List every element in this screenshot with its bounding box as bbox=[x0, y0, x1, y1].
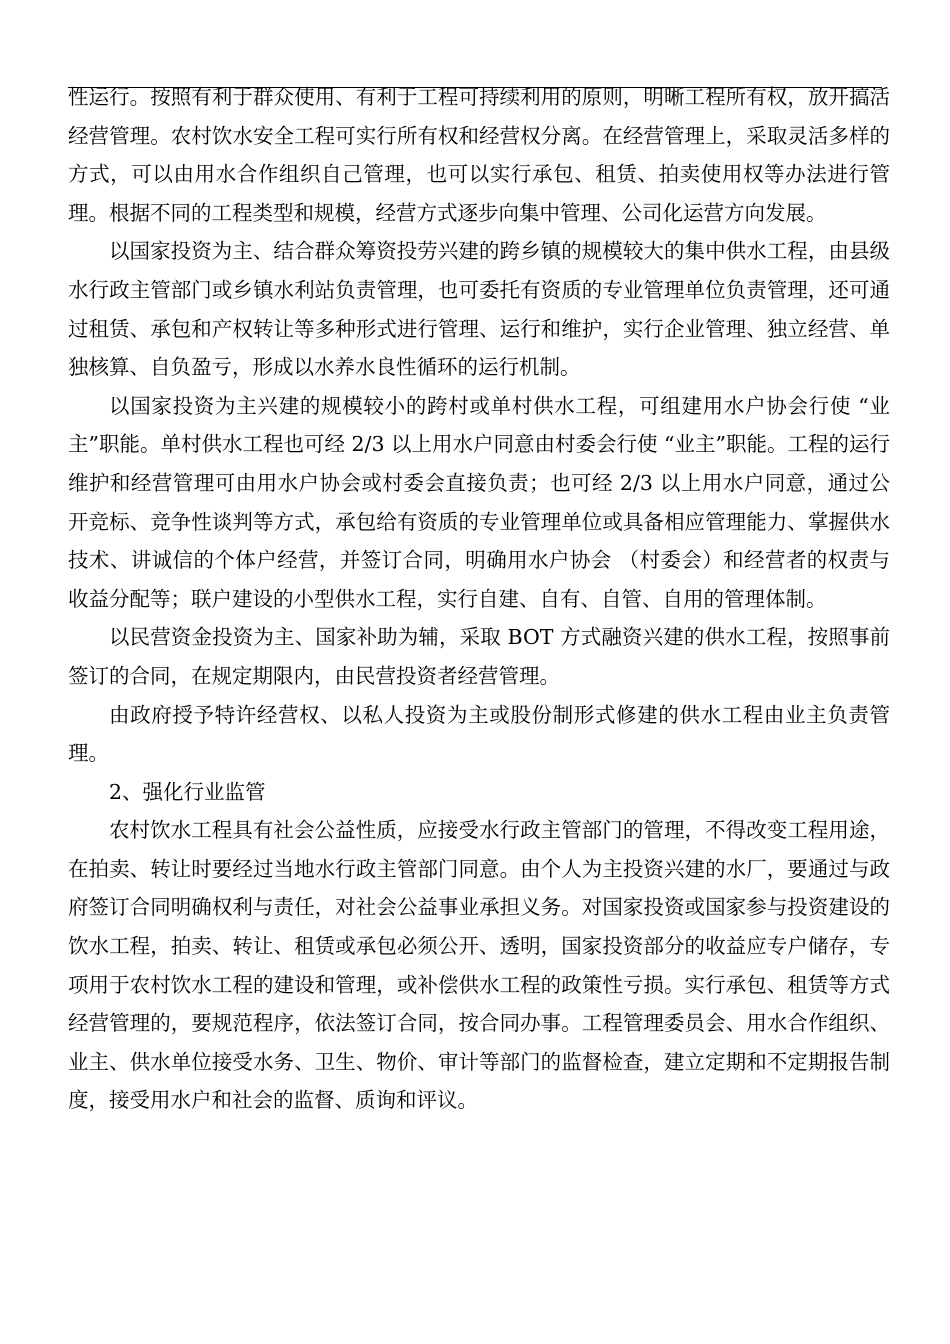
paragraph-large-scale-projects: 以国家投资为主、结合群众筹资投劳兴建的跨乡镇的规模较大的集中供水工程，由县级水行政主管部门或乡镇水利站负责管理，也可委托有资质的专业管理单位负责管理，还可通过租赁、承包和产权转让等多种形式进行管理、运行和维护，实行企业管理、独立经营、单独核算、自负盈亏，形成以水养水良性循环的运行机制。 bbox=[68, 239, 890, 380]
section-heading-supervision: 2、强化行业监管 bbox=[109, 779, 266, 804]
paragraph-franchise-projects: 由政府授予特许经营权、以私人投资为主或股份制形式修建的供水工程由业主负责管理。 bbox=[68, 702, 890, 766]
paragraph-small-scale-projects: 以国家投资为主兴建的规模较小的跨村或单村供水工程，可组建用水户协会行使 “业主”职能。单村供水工程也可经 2/3 以上用水户同意由村委会行使 “业主”职能。工程的运行维护和经营管理可由用水户协会或村委会直接负责；也可经 2/3 以上用水户同意，通过公开竞标、竞争性谈判等方式，承包给有资质的专业管理单位或具备相应管理能力、掌握供水技术、讲诚信的个体户经营，并签订合同，明确用水户协会 （村委会）和经营者的权责与收益分配等；联户建设的小型供水工程，实行自建、自有、自管、自用的管理体制。 bbox=[68, 393, 890, 611]
paragraph-industry-supervision: 农村饮水工程具有社会公益性质，应接受水行政主管部门的管理，不得改变工程用途，在拍卖、转让时要经过当地水行政主管部门同意。由个人为主投资兴建的水厂，要通过与政府签订合同明确权利与责任，对社会公益事业承担义务。对国家投资或国家参与投资建设的饮水工程，拍卖、转让、租赁或承包必须公开、透明，国家投资部分的收益应专户储存，专项用于农村饮水工程的建设和管理，或补偿供水工程的政策性亏损。实行承包、租赁等方式经营管理的，要规范程序，依法签订合同，按合同办事。工程管理委员会、用水合作组织、业主、供水单位接受水务、卫生、物价、审计等部门的监督检查，建立定期和不定期报告制度，接受用水户和社会的监督、质询和评议。 bbox=[68, 818, 890, 1113]
document-body bbox=[68, 78, 890, 1120]
paragraph-bot-projects: 以民营资金投资为主、国家补助为辅，采取 BOT 方式融资兴建的供水工程，按照事前签订的合同，在规定期限内，由民营投资者经营管理。 bbox=[68, 625, 890, 688]
paragraph-ownership-management: 性运行。按照有利于群众使用、有利于工程可持续利用的原则，明晰工程所有权，放开搞活经营管理。农村饮水安全工程可实行所有权和经营权分离。在经营管理上，采取灵活多样的方式，可以由用水合作组织自己管理，也可以实行承包、租赁、拍卖使用权等办法进行管理。根据不同的工程类型和规模，经营方式逐步向集中管理、公司化运营方向发展。 bbox=[68, 85, 890, 225]
